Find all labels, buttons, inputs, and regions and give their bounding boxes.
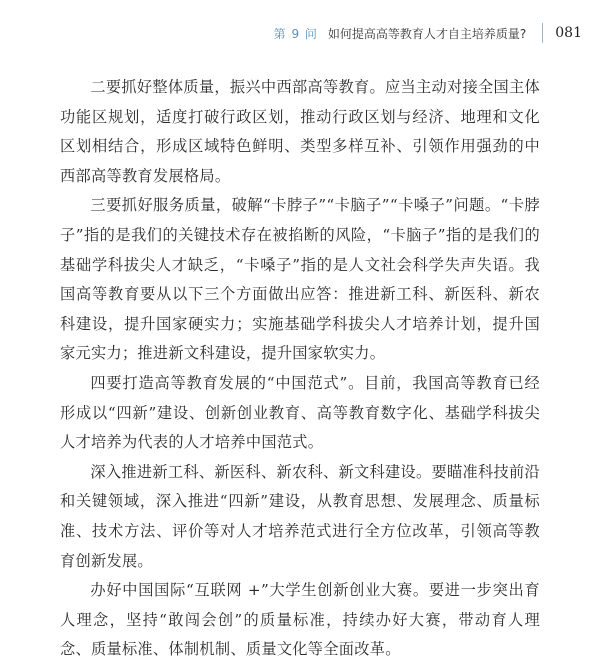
question-title: 如何提高高等教育人才自主培养质量?: [327, 26, 527, 41]
paragraph: 深入推进新工科、新医科、新农科、新文科建设。要瞄准科技前沿和关键领域，深入推进“四新”建设，从教育思想、发展理念、质量标准、技术方法、评价等对人才培养范式进行全方位改革，引领高等教育创新发展。: [60, 462, 540, 570]
body-text: [60, 73, 540, 665]
paragraph: 办好中国国际“互联网 +”大学生创新创业大赛。要进一步突出育人理念，坚持“敢闯会创”的质量标准，持续办好大赛，带动育人理念、质量标准、体制机制、质量文化等全面改革。: [60, 581, 540, 659]
paragraph: 四要打造高等教育发展的“中国范式”。目前，我国高等教育已经形成以“四新”建设、创新创业教育、高等教育数字化、基础学科拔尖人才培养为代表的人才培养中国范式。: [60, 373, 540, 452]
paragraph: 二要抓好整体质量，振兴中西部高等教育。应当主动对接全国主体功能区规划，适度打破行政区划，推动行政区划与经济、地理和文化区划相结合，形成区域特色鲜明、类型多样互补、引领作用强劲的中西部高等教育发展格局。: [60, 78, 540, 185]
chapter-label: 第 9 问: [273, 26, 318, 41]
header-divider: [542, 23, 543, 43]
running-header: [274, 22, 582, 44]
paragraph: 三要抓好服务质量，破解“卡脖子”“卡脑子”“卡嗓子”问题。“卡脖子”指的是我们的关键技术存在被掐断的风险，“卡脑子”指的是我们的基础学科拔尖人才缺乏，“卡嗓子”指的是人文社会科学失声失语。我国高等教育要从以下三个方面做出应答：推进新工科、新医科、新农科建设，提升国家硬实力；实施基础学科拔尖人才培养计划，提升国家元实力；推进新文科建设，提升国家软实力。: [60, 196, 540, 363]
page-number: 081: [555, 25, 582, 41]
